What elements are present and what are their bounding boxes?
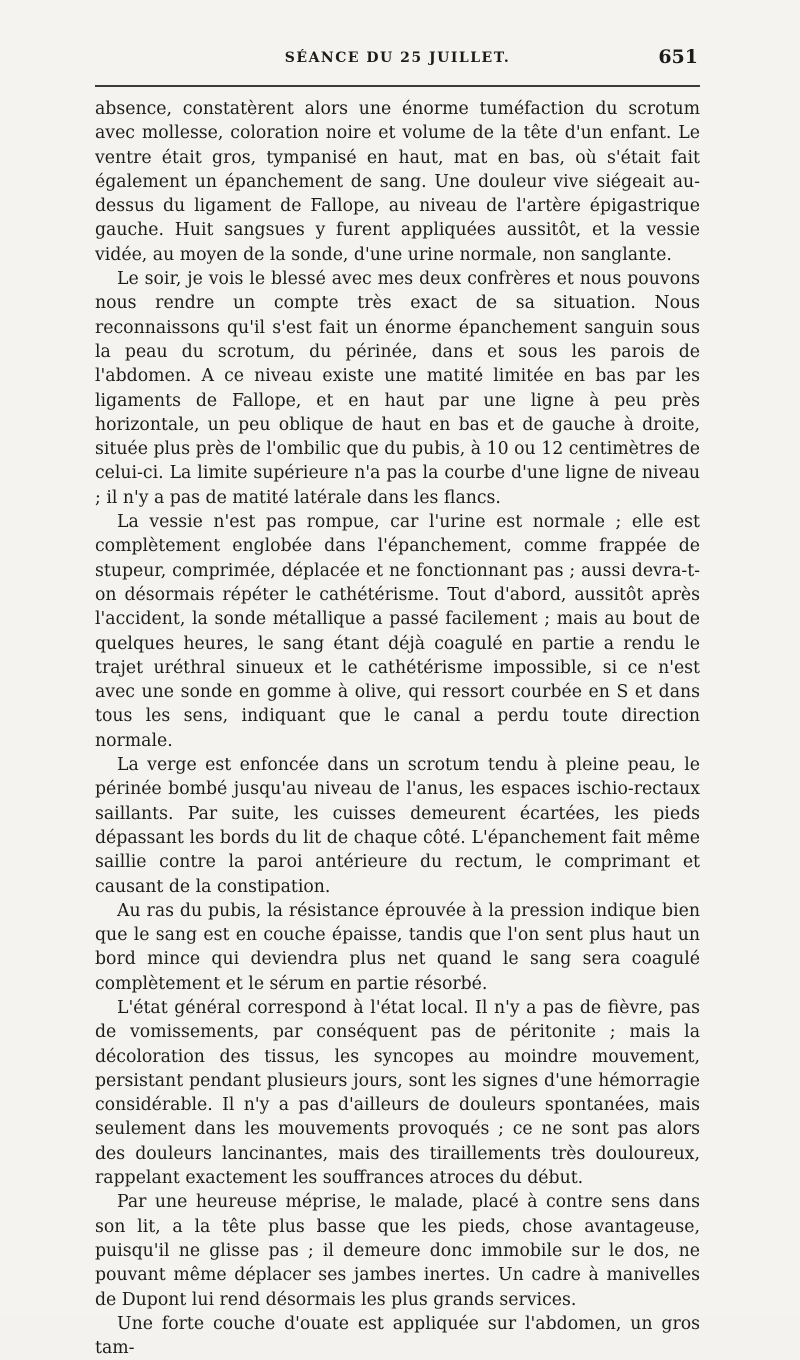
running-title: SÉANCE DU 25 JUILLET.: [284, 50, 511, 66]
paragraph-8: Une forte couche d'ouate est appliquée sur l'abdomen, un gros tam-: [95, 1313, 700, 1359]
paragraph-7: Par une heureuse méprise, le malade, placé à contre sens dans son lit, a la tête plus basse que les pieds, chose avantageuse, puisqu'il ne glisse pas ; il demeure donc immobile sur le dos, ne pouvant même déplacer ses jambes inertes. Un cadre à manivelles de Dupont lui rend désormais les plus grands services.: [95, 1192, 700, 1310]
header-rule: [95, 85, 700, 87]
running-head: [95, 46, 700, 74]
page-number: 651: [658, 46, 698, 68]
paragraph-2: Le soir, je vois le blessé avec mes deux confrères et nous pouvons nous rendre un compte très exact de sa situation. Nous reconnaissons qu'il s'est fait un énorme épanchement sanguin sous la peau du scrotum, du périnée, dans et sous les parois de l'abdomen. A ce niveau existe une matité limitée en bas par les ligaments de Fallope, et en haut par une ligne à peu près horizontale, un peu oblique de haut en bas et de gauche à droite, située plus près de l'ombilic que du pubis, à 10 ou 12 centimètres de celui-ci. La limite supérieure n'a pas la courbe d'une ligne de niveau ; il n'y a pas de matité latérale dans les flancs.: [95, 269, 700, 508]
paragraph-1: absence, constatèrent alors une énorme tuméfaction du scrotum avec mollesse, coloration noire et volume de la tête d'un enfant. Le ventre était gros, tympanisé en haut, mat en bas, où s'était fait également un épanchement de sang. Une douleur vive siégeait au-dessus du ligament de Fallope, au niveau de l'artère épigastrique gauche. Huit sangsues y furent appliquées aussitôt, et la vessie vidée, au moyen de la sonde, d'une urine normale, non sanglante.: [95, 99, 700, 265]
paragraph-4: La verge est enfoncée dans un scrotum tendu à pleine peau, le périnée bombé jusqu'au niveau de l'anus, les espaces ischio-rectaux saillants. Par suite, les cuisses demeurent écartées, les pieds dépassant les bords du lit de chaque côté. L'épanchement fait même saillie contre la paroi antérieure du rectum, le comprimant et causant de la constipation.: [95, 755, 700, 897]
paragraph-3: La vessie n'est pas rompue, car l'urine est normale ; elle est complètement englobée dans l'épanchement, comme frappée de stupeur, comprimée, déplacée et ne fonctionnant pas ; aussi devra-t-on désormais répéter le cathétérisme. Tout d'abord, aussitôt après l'accident, la sonde métallique a passé facilement ; mais au bout de quelques heures, le sang étant déjà coagulé en partie a rendu le trajet uréthral sinueux et le cathétérisme impossible, si ce n'est avec une sonde en gomme à olive, qui ressort courbée en S et dans tous les sens, indiquant que le canal a perdu toute direction normale.: [95, 512, 700, 751]
body-text: [95, 97, 700, 1360]
paragraph-6: L'état général correspond à l'état local. Il n'y a pas de fièvre, pas de vomissements, par conséquent pas de péritonite ; mais la décoloration des tissus, les syncopes au moindre mouvement, persistant pendant plusieurs jours, sont les signes d'une hémorragie considérable. Il n'y a pas d'ailleurs de douleurs spontanées, mais seulement dans les mouvements provoqués ; ce ne sont pas alors des douleurs lancinantes, mais des tiraillements très douloureux, rappelant exactement les souffrances atroces du début.: [95, 997, 700, 1189]
paragraph-5: Au ras du pubis, la résistance éprouvée à la pression indique bien que le sang est en couche épaisse, tandis que l'on sent plus haut un bord mince qui deviendra plus net quand le sang sera coagulé complètement et le sérum en partie résorbé.: [95, 900, 700, 994]
